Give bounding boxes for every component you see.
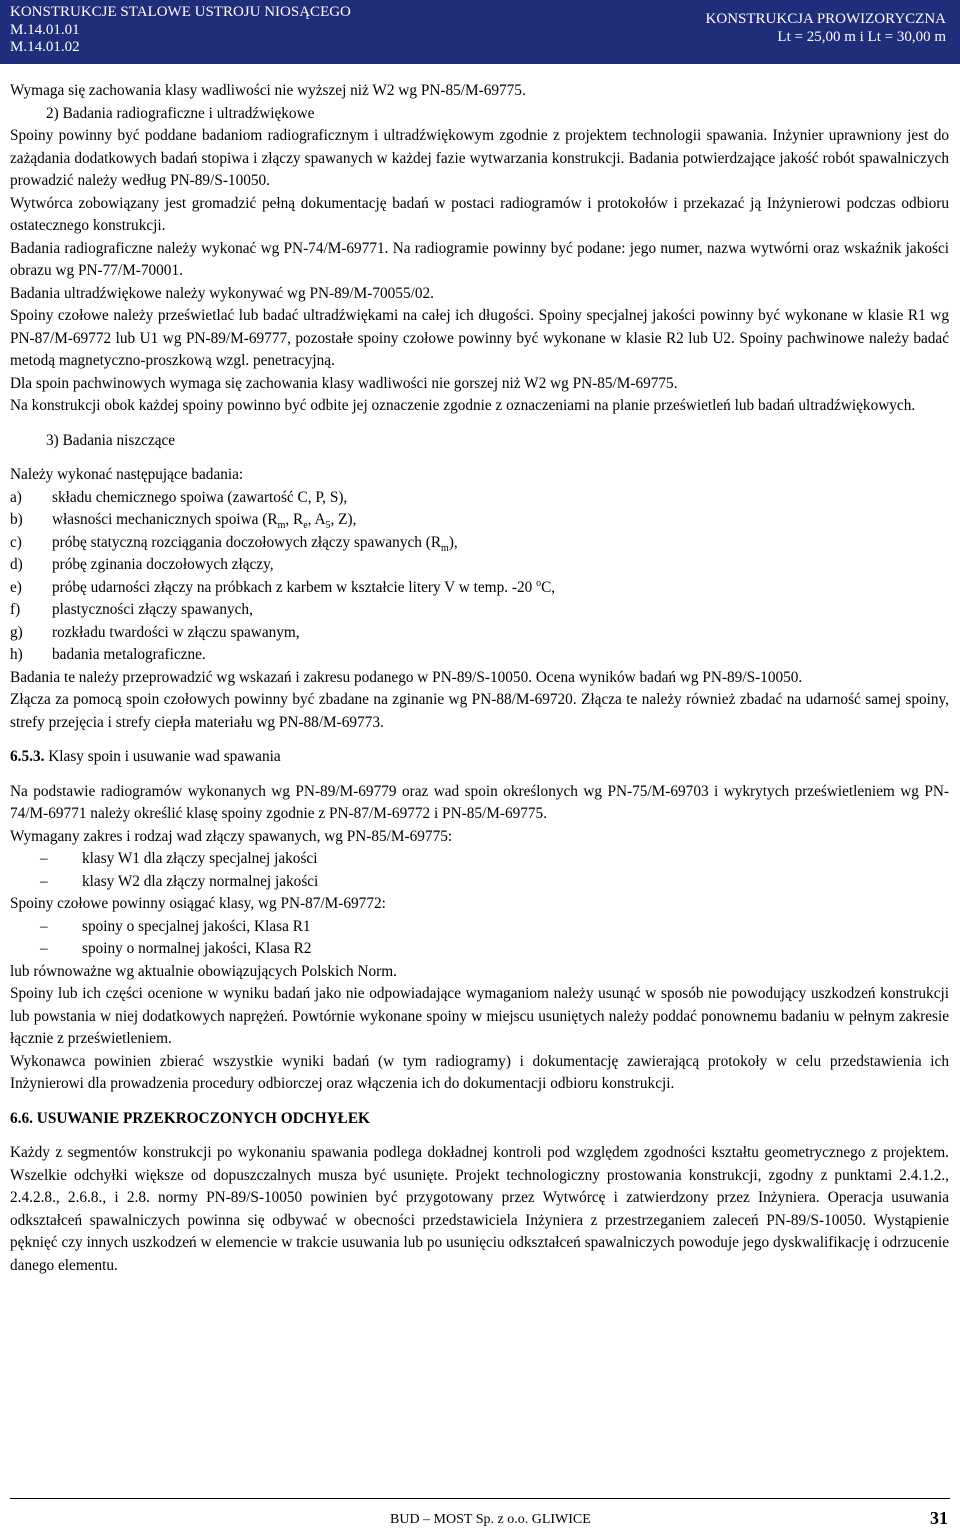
subsection-heading: 3) Badania niszczące [46, 431, 176, 449]
paragraph: Wymaga się zachowania klasy wadliwości nie wyższej niż W2 wg PN-85/M-69775. [10, 82, 526, 99]
footer-company: BUD – MOST Sp. z o.o. GLIWICE [390, 1512, 591, 1527]
paragraph: Wykonawca powinien zbierać wszystkie wyniki badań (w tym radiogramy) i dokumentację zawierającą protokoły w celu przedstawienia ich Inżynierowi dla prowadzenia procedury odbiorczej oraz włączenia ich do dokumentacji odbioru konstrukcji. [10, 1052, 949, 1092]
list-item [10, 509, 949, 532]
list-item [10, 554, 949, 577]
paragraph: Wytwórca zobowiązany jest gromadzić pełną dokumentację badań w postaci radiogramów i protokołów i przekazać ją Inżynierowi podczas odbioru ostatecznego konstrukcji. [10, 194, 949, 234]
list-label: f) [10, 601, 21, 618]
paragraph: Spoiny powinny być poddane badaniom radiograficznym i ultradźwiękowym zgodnie z projektem technologii spawania. Inżynier uprawniony jest do zażądania dodatkowych badań stopiwa i złączy spawanych w każdej fazie wytwarzania konstrukcji. Badania potwierdzające jakość robót spawalniczych prowadzić należy według PN-89/S-10050. [10, 127, 949, 189]
list-text: próbę udarności złączy na próbkach z karbem w kształcie litery V w temp. -20 $^o$C, [52, 577, 556, 596]
paragraph: Spoiny czołowe należy prześwietlać lub badać ultradźwiękami na całej ich długości. Spoiny specjalnej jakości powinny być wykonane w klasie R1 wg PN-87/M-69772 lub U1 wg PN-89/M-69777, pozostałe spoiny czołowe powinny być wykonane w klasie R2 lub U2. Spoiny pachwinowe należy badać metodą magnetyczno-proszkową wzgl. penetracyjną. [10, 307, 949, 369]
page-header [0, 0, 960, 64]
test-list [10, 487, 949, 667]
list-label: a) [10, 488, 22, 506]
header-subject: KONSTRUKCJA PROWIZORYCZNA [705, 11, 946, 27]
paragraph: Należy wykonać następujące badania: [10, 466, 244, 483]
list-text: składu chemicznego spoiwa (zawartość C, P, S), [52, 488, 348, 506]
paragraph: Badania ultradźwiękowe należy wykonywać wg PN-89/M-70055/02. [10, 284, 434, 302]
paragraph: Na podstawie radiogramów wykonanych wg PN-89/M-69779 oraz wad spoin określonych wg PN-75/M-69703 i wykrytych prześwietleniem wg PN-74/M-69771 należy określić klasę spoiny zgodnie z PN-87/M-69772 i PN-85/M-69775. [10, 782, 949, 822]
paragraph: Dla spoin pachwinowych wymaga się zachowania klasy wadliwości nie gorszej niż W2 wg PN-85/M-69775. [10, 374, 678, 392]
list-label: h) [10, 646, 23, 663]
paragraph: Badania te należy przeprowadzić wg wskazań i zakresu podanego w PN-89/S-10050. Ocena wyników badań wg PN-89/S-10050. [10, 668, 803, 686]
header-title: KONSTRUKCJE STALOWE USTROJU NIOSĄCEGO [10, 4, 351, 20]
list-item [10, 532, 949, 555]
dash-item: – spoiny o specjalnej jakości, Klasa R1 [40, 917, 311, 935]
list-text: badania metalograficzne. [52, 646, 206, 663]
paragraph: Spoiny lub ich części ocenione w wyniku badań jako nie odpowiadające wymaganiom należy usunąć w sposób nie powodujący uszkodzeń konstrukcji lub powstania w niej dodatkowych naprężeń. Powtórnie wykonane spoiny w miejscu usuniętych należy poddać ponownemu badaniu w pełnym zakresie łącznie z prześwietleniem. [10, 985, 949, 1047]
header-left [10, 4, 351, 57]
footer-divider [10, 1498, 950, 1499]
list-text: plastyczności złączy spawanych, [52, 601, 253, 618]
list-text: próbę statyczną rozciągania doczołowych złączy spawanych $(R_m)$, [52, 533, 458, 554]
paragraph: Każdy z segmentów konstrukcji po wykonaniu spawania podlega dokładnej kontroli pod względem zgodności kształtu geometrycznego z projektem. Wszelkie odchyłki większe od dopuszczalnych musza być usunięte. Projekt technologiczny prostowania konstrukcji, zgodny z punktami 2.4.1.2., 2.4.2.8., 2.6.8., i 2.8. normy PN-89/S-10050 powinien być przygotowany przez Wytwórcę i zatwierdzony przez Inżyniera. Operacja usuwania odkształceń spawalniczych powinna się odbywać w obecności przedstawiciela Inżyniera z przestrzeganiem zaleceń PN-89/S-10050. Wystąpienie pęknięć czy innych uszkodzeń w elemencie w trakcie usuwania lub po usunięciu odkształceń spawalniczych powoduje jego dyskwalifikację i odrzucenie danego elementu. [10, 1144, 949, 1274]
list-label: g) [10, 623, 23, 641]
paragraph: lub równoważne wg aktualnie obowiązujących Polskich Norm. [10, 962, 397, 980]
header-span: Lt = 25,00 m i Lt = 30,00 m [777, 28, 946, 45]
list-item [10, 599, 949, 622]
paragraph: Spoiny czołowe powinny osiągać klasy, wg PN-87/M-69772: [10, 895, 386, 912]
paragraph: Wymagany zakres i rodzaj wad złączy spawanych, wg PN-85/M-69775: [10, 827, 453, 845]
header-right [706, 11, 946, 46]
dash-item: – klasy W1 dla złączy specjalnej jakości [40, 850, 318, 867]
list-label: b) [10, 511, 23, 528]
dash-item: – spoiny o normalnej jakości, Klasa R2 [40, 940, 312, 957]
list-item [10, 644, 949, 667]
list-text: rozkładu twardości w złączu spawanym, [52, 623, 300, 641]
document-body [10, 80, 949, 1277]
subsection-heading: 2) Badania radiograficzne i ultradźwiękowe [46, 104, 315, 122]
list-label: d) [10, 556, 23, 573]
list-item [10, 622, 949, 645]
list-text: próbę zginania doczołowych złączy, [52, 556, 274, 573]
list-item [10, 487, 949, 510]
paragraph: Badania radiograficzne należy wykonać wg PN-74/M-69771. Na radiogramie powinny być podane: jego numer, nazwa wytwórni oraz wskaźnik jakości obrazu wg PN-77/M-70001. [10, 239, 949, 279]
page-number: 31 [930, 1508, 948, 1528]
section-heading-653: 6.5.3. Klasy spoin i usuwanie wad spawania [10, 748, 281, 765]
section-heading-66: 6.6. USUWANIE PRZEKROCZONYCH ODCHYŁEK [10, 1109, 370, 1127]
list-label: e) [10, 578, 22, 596]
paragraph: Złącza za pomocą spoin czołowych powinny być zbadane na zginanie wg PN-88/M-69720. Złącza te należy również zbadać na udarność samej spoiny, strefy przejęcia i strefy ciepła materiału wg PN-88/M-69773. [10, 691, 949, 731]
paragraph: Na konstrukcji obok każdej spoiny powinno być odbite jej oznaczenie zgodnie z oznaczeniami na planie prześwietleń lub badań ultradźwiękowych. [10, 397, 916, 414]
dash-item: – klasy W2 dla złączy normalnej jakości [40, 872, 319, 890]
list-label: c) [10, 533, 22, 551]
header-code-2: M.14.01.02 [10, 39, 80, 55]
header-code-1: M.14.01.01 [10, 21, 80, 38]
list-item [10, 577, 949, 600]
list-text: własności mechanicznych spoiwa ($R_m$, $R_e$, $A_5$, Z), [52, 511, 357, 532]
